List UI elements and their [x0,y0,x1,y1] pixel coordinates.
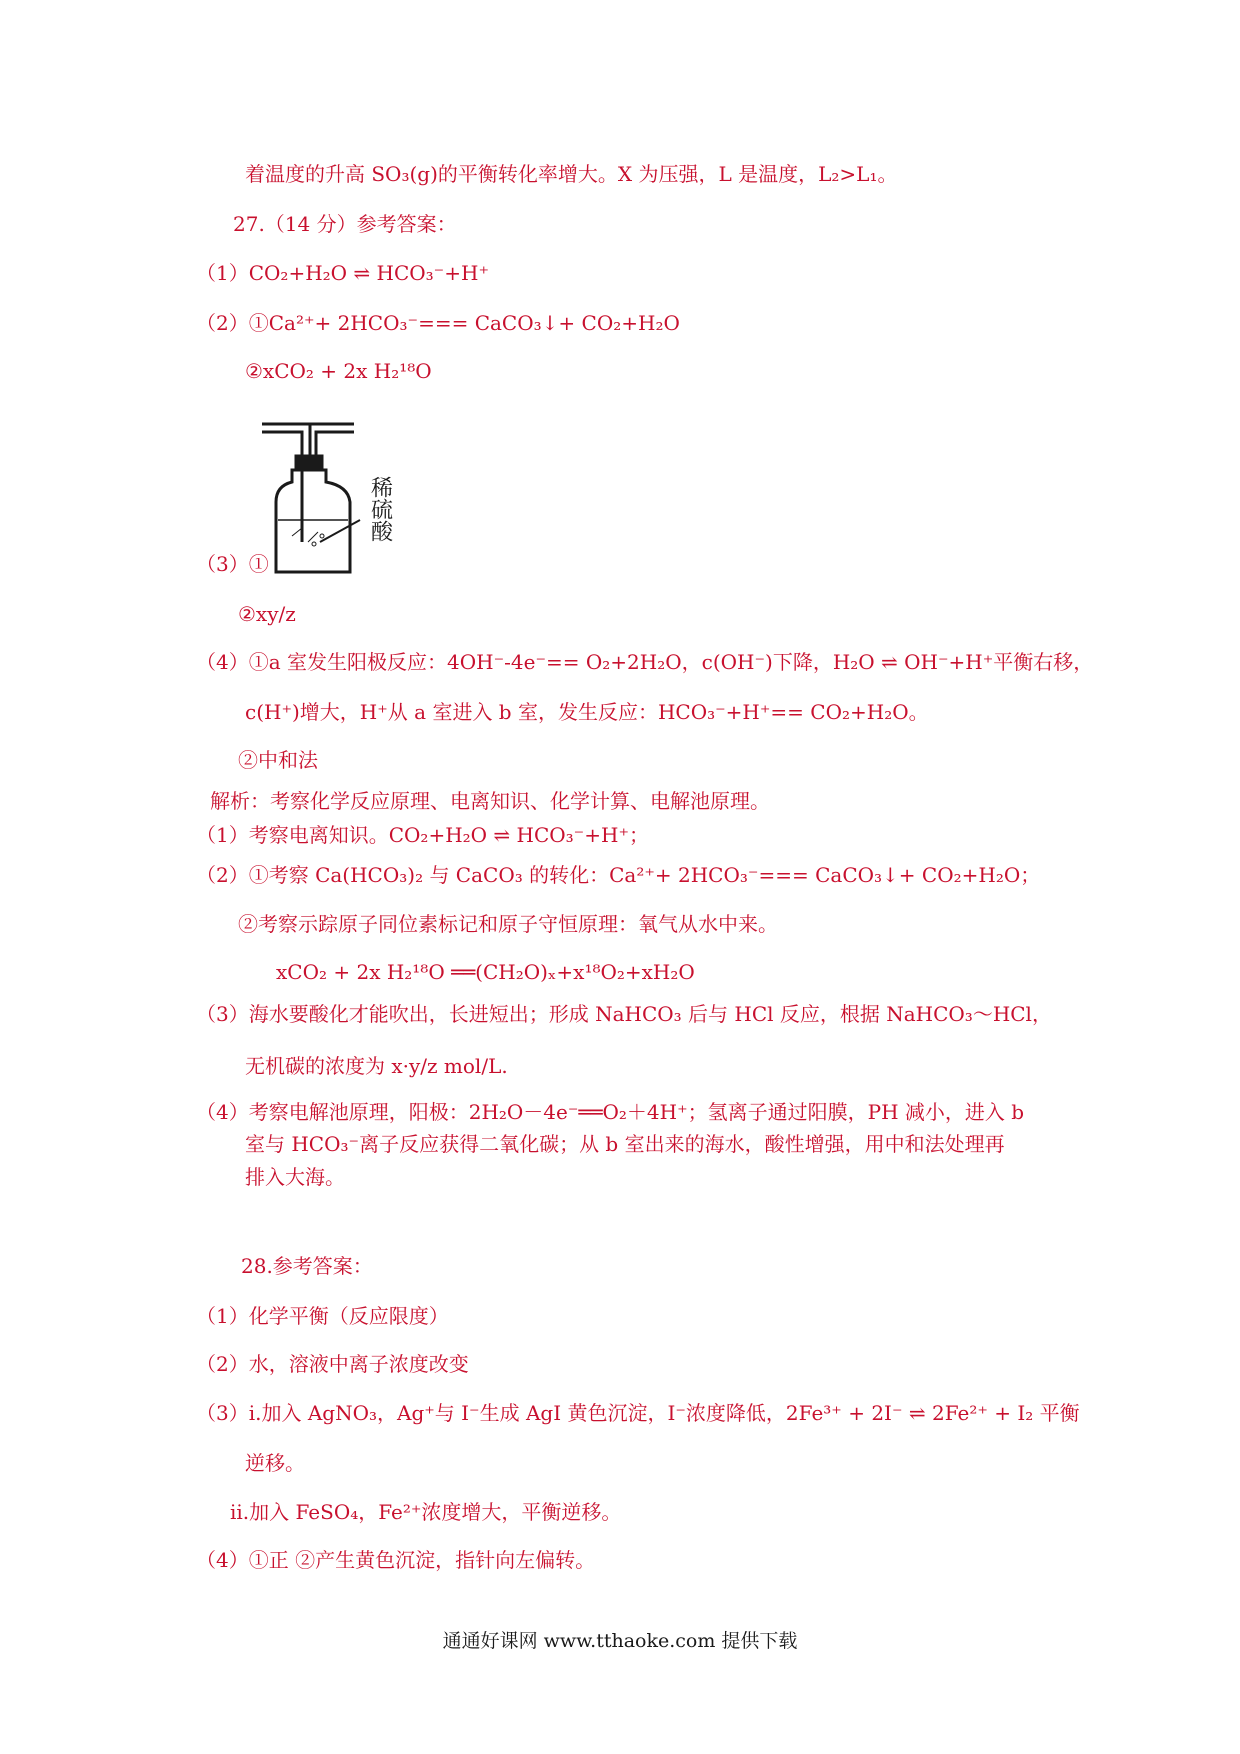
line-05: ②xCO₂ + 2x H₂¹⁸O [245,359,432,383]
line-10: ②中和法 [238,748,318,772]
line-22: （1）化学平衡（反应限度） [196,1304,449,1328]
line-25: 逆移。 [245,1451,305,1475]
line-02: 27.（14 分）参考答案： [233,212,457,236]
line-23: （2）水，溶液中离子浓度改变 [196,1352,469,1376]
line-13: （2）①考察 Ca(HCO₃)₂ 与 CaCO₃ 的转化：Ca²⁺+ 2HCO₃⁻=== CaCO₃↓+ CO₂+H₂O； [196,863,1041,887]
line-09: c(H⁺)增大，H⁺从 a 室进入 b 室，发生反应：HCO₃⁻+H⁺== CO₂+H₂O。 [245,700,929,724]
line-24: （3）i.加入 AgNO₃，Ag⁺与 I⁻生成 AgI 黄色沉淀，I⁻浓度降低，2Fe³⁺ + 2I⁻ ⇌ 2Fe²⁺ + I₂ 平衡 [196,1401,1080,1425]
figure-label-dilute-sulfuric-acid: 稀硫酸 [367,476,393,542]
page-footer: 通通好课网 www.tthaoke.com 提供下载 [442,1630,798,1652]
gas-washing-bottle-figure [262,416,422,576]
line-06: （3）① [196,552,269,576]
line-17: 无机碳的浓度为 x·y/z mol/L. [245,1054,508,1078]
line-11: 解析：考察化学反应原理、电离知识、化学计算、电解池原理。 [210,789,770,813]
line-26: ii.加入 FeSO₄，Fe²⁺浓度增大，平衡逆移。 [230,1500,622,1524]
line-20: 排入大海。 [245,1165,345,1189]
line-21: 28.参考答案： [241,1254,373,1278]
line-04: （2）①Ca²⁺+ 2HCO₃⁻=== CaCO₃↓+ CO₂+H₂O [196,311,680,335]
line-19: 室与 HCO₃⁻离子反应获得二氧化碳；从 b 室出来的海水，酸性增强，用中和法处理再 [245,1132,1005,1156]
line-03: （1）CO₂+H₂O ⇌ HCO₃⁻+H⁺ [196,261,489,285]
line-01: 着温度的升高 SO₃(g)的平衡转化率增大。X 为压强，L 是温度，L₂>L₁。 [245,162,898,186]
line-12: （1）考察电离知识。CO₂+H₂O ⇌ HCO₃⁻+H⁺； [196,823,649,847]
line-08: （4）①a 室发生阳极反应：4OH⁻-4e⁻== O₂+2H₂O，c(OH⁻)下降，H₂O ⇌ OH⁻+H⁺平衡右移， [196,650,1094,674]
line-15: xCO₂ + 2x H₂¹⁸O ══(CH₂O)ₓ+x¹⁸O₂+xH₂O [276,960,695,984]
line-16: （3）海水要酸化才能吹出，长进短出；形成 NaHCO₃ 后与 HCl 反应，根据 NaHCO₃～HCl， [196,1002,1052,1026]
line-14: ②考察示踪原子同位素标记和原子守恒原理：氧气从水中来。 [238,912,778,936]
line-27: （4）①正 ②产生黄色沉淀，指针向左偏转。 [196,1548,596,1572]
line-18: （4）考察电解池原理，阳极：2H₂O－4e⁻══O₂＋4H⁺；氢离子通过阳膜，PH 减小，进入 b [196,1100,1025,1124]
line-07: ②xy/z [238,602,296,626]
